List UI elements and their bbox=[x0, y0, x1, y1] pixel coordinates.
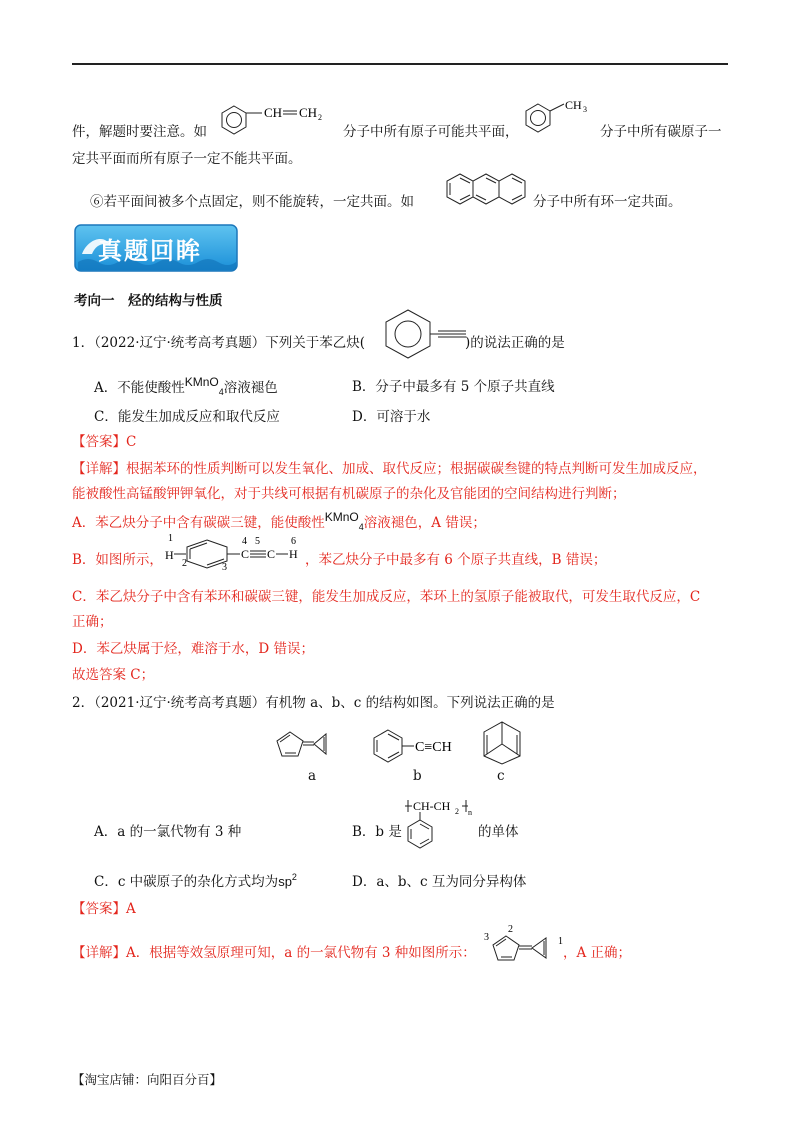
molecule-b-label: b bbox=[413, 768, 422, 784]
molecule-b-text: C≡CH bbox=[415, 740, 452, 755]
styrene-sub: 2 bbox=[318, 113, 322, 122]
anthracene-structure bbox=[444, 166, 539, 212]
q2-detail-b: ，A 正确； bbox=[563, 945, 632, 961]
svg-text:C: C bbox=[267, 547, 276, 561]
q1-explain-b-a: B．如图所示， bbox=[72, 552, 163, 568]
toluene-ch3: CH bbox=[565, 98, 582, 112]
q1-explain-b-b: ，苯乙炔分子中最多有 6 个原子共直线，B 错误； bbox=[305, 552, 607, 568]
molecule-a bbox=[274, 726, 334, 776]
svg-text:3: 3 bbox=[222, 562, 227, 573]
q1-option-d[interactable]: D．可溶于水 bbox=[352, 409, 431, 425]
svg-text:C: C bbox=[241, 547, 250, 561]
sp2-formula: $sp^2$ bbox=[278, 872, 297, 889]
molecule-c-label: c bbox=[497, 768, 505, 784]
q1-stem-b: )的说法正确的是 bbox=[465, 335, 565, 351]
banner-title: 真题回眸 bbox=[98, 237, 202, 265]
q1-explain-a: A．苯乙炔分子中含有碳碳三键，能使酸性KMnO$_4$溶液褪色，A 错误； bbox=[72, 510, 486, 532]
footer-shop: 【淘宝店铺：向阳百分百】 bbox=[72, 1072, 223, 1087]
toluene-structure bbox=[520, 96, 600, 136]
q1-stem-a: 1．（2022·辽宁·统考高考真题）下列关于苯乙炔( bbox=[72, 335, 366, 351]
q2-option-a[interactable]: A．a 的一氯代物有 3 种 bbox=[94, 824, 242, 840]
svg-text:1: 1 bbox=[558, 936, 563, 947]
svg-text:n: n bbox=[468, 808, 472, 817]
section-title: 考向一 烃的结构与性质 bbox=[74, 293, 223, 309]
molecule-a-numbered bbox=[480, 924, 570, 968]
q1-detail-2: 能被酸性高锰酸钾钾氧化，对于共线可根据有机碳原子的杂化及官能团的空间结构进行判断； bbox=[72, 486, 626, 502]
q1-conclusion: 故选答案 C； bbox=[72, 667, 155, 683]
header-rule bbox=[72, 63, 728, 65]
svg-text:H: H bbox=[165, 548, 174, 562]
toluene-sub: 3 bbox=[583, 105, 587, 114]
section-banner bbox=[74, 224, 238, 272]
svg-text:4: 4 bbox=[242, 536, 247, 547]
kmno4-formula: KMnO$_4$ bbox=[184, 375, 224, 397]
intro-point6-b: 分子中所有环一定共面。 bbox=[533, 194, 682, 210]
polystyrene-structure bbox=[402, 796, 482, 856]
styrene-ch: CH bbox=[264, 105, 283, 120]
q1-explain-d: D．苯乙炔属于烃，难溶于水，D 错误； bbox=[72, 641, 314, 657]
q2-option-b-text1: B．b 是 bbox=[352, 824, 402, 840]
q2-detail-a: 【详解】A．根据等效氢原理可知，a 的一氯代物有 3 种如图所示： bbox=[72, 945, 476, 961]
intro-line2: 定共平面而所有原子一定不能共平面。 bbox=[72, 151, 302, 167]
q1-detail-1: 【详解】根据苯环的性质判断可以发生氧化、加成、取代反应；根据碳碳叁键的特点判断可发生加成反应， bbox=[72, 461, 707, 477]
intro-line1-a: 件，解题时要注意。如 bbox=[72, 124, 207, 140]
intro-line1-c: 分子中所有碳原子一 bbox=[600, 124, 722, 140]
q2-option-b-text2: 的单体 bbox=[478, 824, 519, 840]
q1-explain-c-1: C．苯乙炔分子中含有苯环和碳碳三键，能发生加成反应，苯环上的氢原子能被取代，可发生取代反应，C bbox=[72, 589, 701, 605]
svg-text:6: 6 bbox=[291, 536, 296, 547]
svg-text:5: 5 bbox=[255, 536, 260, 547]
svg-text:H: H bbox=[289, 547, 298, 561]
q1-option-b[interactable]: B．分子中最多有 5 个原子共直线 bbox=[352, 379, 555, 395]
molecule-a-label: a bbox=[308, 768, 317, 784]
svg-text:2: 2 bbox=[182, 558, 187, 569]
intro-point6-a: ⑥若平面间被多个点固定，则不能旋转，一定共面。如 bbox=[90, 194, 414, 210]
styrene-ch2: CH bbox=[299, 105, 318, 120]
phenylacetylene-structure bbox=[378, 304, 468, 364]
svg-text:2: 2 bbox=[455, 807, 459, 816]
q2-option-d[interactable]: D．a、b、c 互为同分异构体 bbox=[352, 874, 527, 890]
intro-line1-b: 分子中所有原子可能共平面， bbox=[343, 124, 519, 140]
q2-option-b[interactable] bbox=[352, 820, 402, 840]
polystyrene-text: CH-CH bbox=[413, 799, 451, 813]
q2-answer: 【答案】A bbox=[72, 901, 136, 917]
svg-text:3: 3 bbox=[484, 932, 489, 943]
q1-answer: 【答案】C bbox=[72, 434, 137, 450]
q1-explain-c-2: 正确； bbox=[72, 614, 113, 630]
styrene-structure bbox=[212, 100, 342, 140]
q1-option-c[interactable]: C．能发生加成反应和取代反应 bbox=[94, 409, 280, 425]
q1-option-a-text2: 溶液褪色 bbox=[223, 380, 278, 396]
molecule-b bbox=[370, 724, 480, 770]
q1-option-a[interactable] bbox=[94, 375, 278, 397]
q2-stem: 2．（2021·辽宁·统考高考真题）有机物 a、b、c 的结构如图。下列说法正确的是 bbox=[72, 695, 555, 711]
q2-option-c-text: C．c 中碳原子的杂化方式均为 bbox=[94, 874, 279, 890]
svg-text:2: 2 bbox=[508, 924, 513, 935]
q2-option-c[interactable] bbox=[94, 870, 297, 890]
svg-text:1: 1 bbox=[168, 533, 173, 544]
q1-option-a-text1: A．不能使酸性 bbox=[94, 380, 185, 396]
phenylacetylene-numbered bbox=[160, 532, 310, 576]
molecule-c bbox=[478, 716, 528, 768]
